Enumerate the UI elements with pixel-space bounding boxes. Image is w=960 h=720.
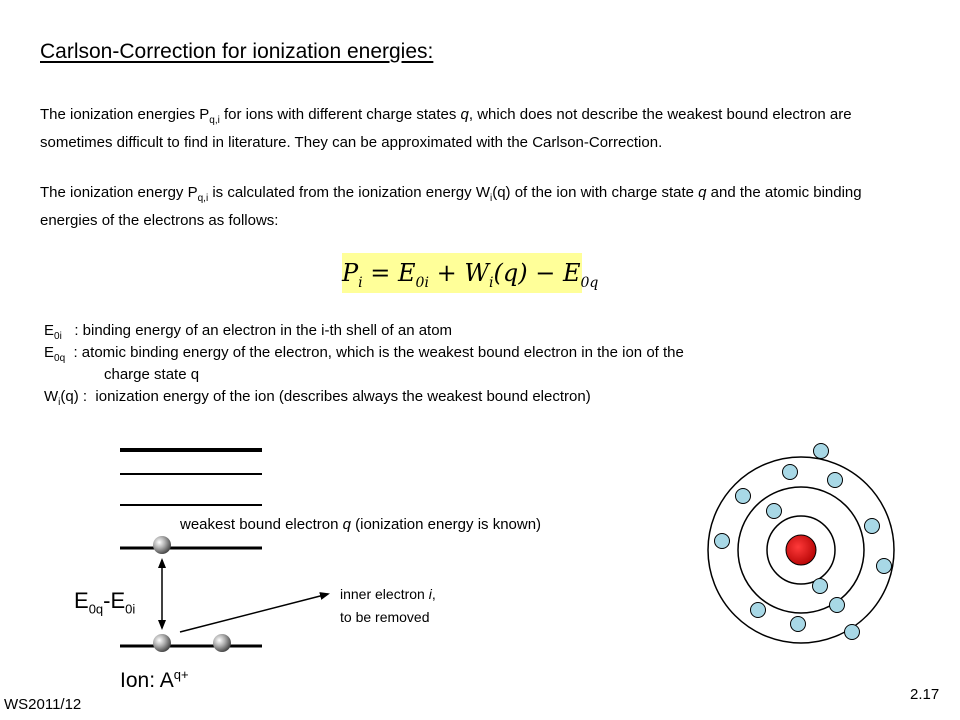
- shell-electron: [791, 617, 806, 632]
- formula-subscript: i: [358, 274, 363, 291]
- def-symbol: W: [44, 388, 59, 405]
- shell-electron: [783, 465, 798, 480]
- formula-subscript: 0i: [415, 274, 429, 291]
- shell-electron: [767, 504, 782, 519]
- footer-page-number: 2.17: [910, 686, 940, 703]
- inner-electron-label-line2: to be removed: [340, 609, 430, 625]
- page-title: Carlson-Correction for ionization energies:: [40, 40, 434, 63]
- formula-symbol: (q): [493, 259, 528, 287]
- label-text: E: [74, 588, 89, 613]
- formula-symbol: E: [562, 259, 581, 287]
- shell-electron: [845, 625, 860, 640]
- label-superscript: q+: [173, 667, 189, 682]
- weakest-electron-label: [180, 516, 541, 533]
- energy-difference-label: [74, 588, 135, 616]
- subscript: q,i: [209, 115, 220, 126]
- text-run: The ionization energies P: [40, 106, 210, 123]
- formula-subscript: 0q: [580, 274, 599, 291]
- definition-e0q-continued: charge state q: [104, 366, 200, 383]
- italic-q: q: [460, 106, 469, 123]
- formula-operator: +: [428, 259, 465, 287]
- inner-electron: [213, 634, 231, 652]
- nucleus: [786, 535, 816, 565]
- subscript: q,i: [197, 193, 209, 204]
- def-subscript: 0q: [54, 353, 66, 364]
- label-text: (ionization energy is known): [350, 516, 542, 533]
- def-subscript: i: [58, 397, 61, 408]
- subscript: i: [489, 193, 493, 204]
- shell-electron: [736, 489, 751, 504]
- weakest-electron: [153, 536, 171, 554]
- text-run: (q) of the ion with charge state: [492, 184, 699, 201]
- atom-model: [708, 444, 894, 644]
- label-text: -E: [103, 588, 126, 613]
- shell-electron: [865, 519, 880, 534]
- formula-symbol: W: [464, 259, 489, 287]
- def-text: : binding energy of an electron in the i-th shell of an atom: [61, 322, 453, 339]
- label-text: inner electron: [340, 586, 429, 602]
- text-run: and the atomic binding energies of the electrons as follows:: [40, 184, 862, 229]
- label-text: ,: [431, 586, 436, 602]
- italic-q: q: [342, 516, 351, 533]
- shell-electron: [828, 473, 843, 488]
- label-text: Ion: A: [120, 669, 174, 692]
- def-text: (q) : ionization energy of the ion (describes always the weakest bound electron): [60, 388, 591, 405]
- text-run: , which does not describe the weakest bound electron are sometimes difficult to find in literature. They can be approximated with the Carlson-Correction.: [40, 106, 852, 151]
- removal-arrow: [180, 594, 328, 632]
- formula-symbol: E: [398, 259, 416, 287]
- formula-operator: −: [527, 259, 563, 287]
- label-subscript: 0i: [125, 601, 136, 617]
- shell-electron: [877, 559, 892, 574]
- italic-q: q: [698, 184, 707, 201]
- footer-semester: WS2011/12: [4, 696, 82, 713]
- def-symbol: E: [44, 322, 55, 339]
- inner-electron-label: [340, 586, 436, 602]
- shell-electron: [813, 579, 828, 594]
- label-subscript: 0q: [88, 601, 104, 617]
- ion-label: [120, 667, 189, 693]
- text-run: The ionization energy P: [40, 184, 198, 201]
- shell-electron: [814, 444, 829, 459]
- text-run: is calculated from the ionization energy W: [208, 184, 490, 201]
- label-text: weakest bound electron: [180, 516, 343, 533]
- formula-symbol: P: [342, 259, 359, 287]
- shell-electron: [715, 534, 730, 549]
- def-text: : atomic binding energy of the electron, which is the weakest bound electron in the ion of the: [65, 344, 684, 361]
- shell-electron: [830, 598, 845, 613]
- shell-electron: [751, 603, 766, 618]
- text-run: for ions with different charge states: [219, 106, 461, 123]
- formula-operator: =: [362, 259, 399, 287]
- def-subscript: 0i: [54, 331, 62, 342]
- formula-subscript: i: [488, 274, 494, 291]
- def-symbol: E: [44, 344, 55, 361]
- italic-i: i: [428, 586, 432, 602]
- inner-electron: [153, 634, 171, 652]
